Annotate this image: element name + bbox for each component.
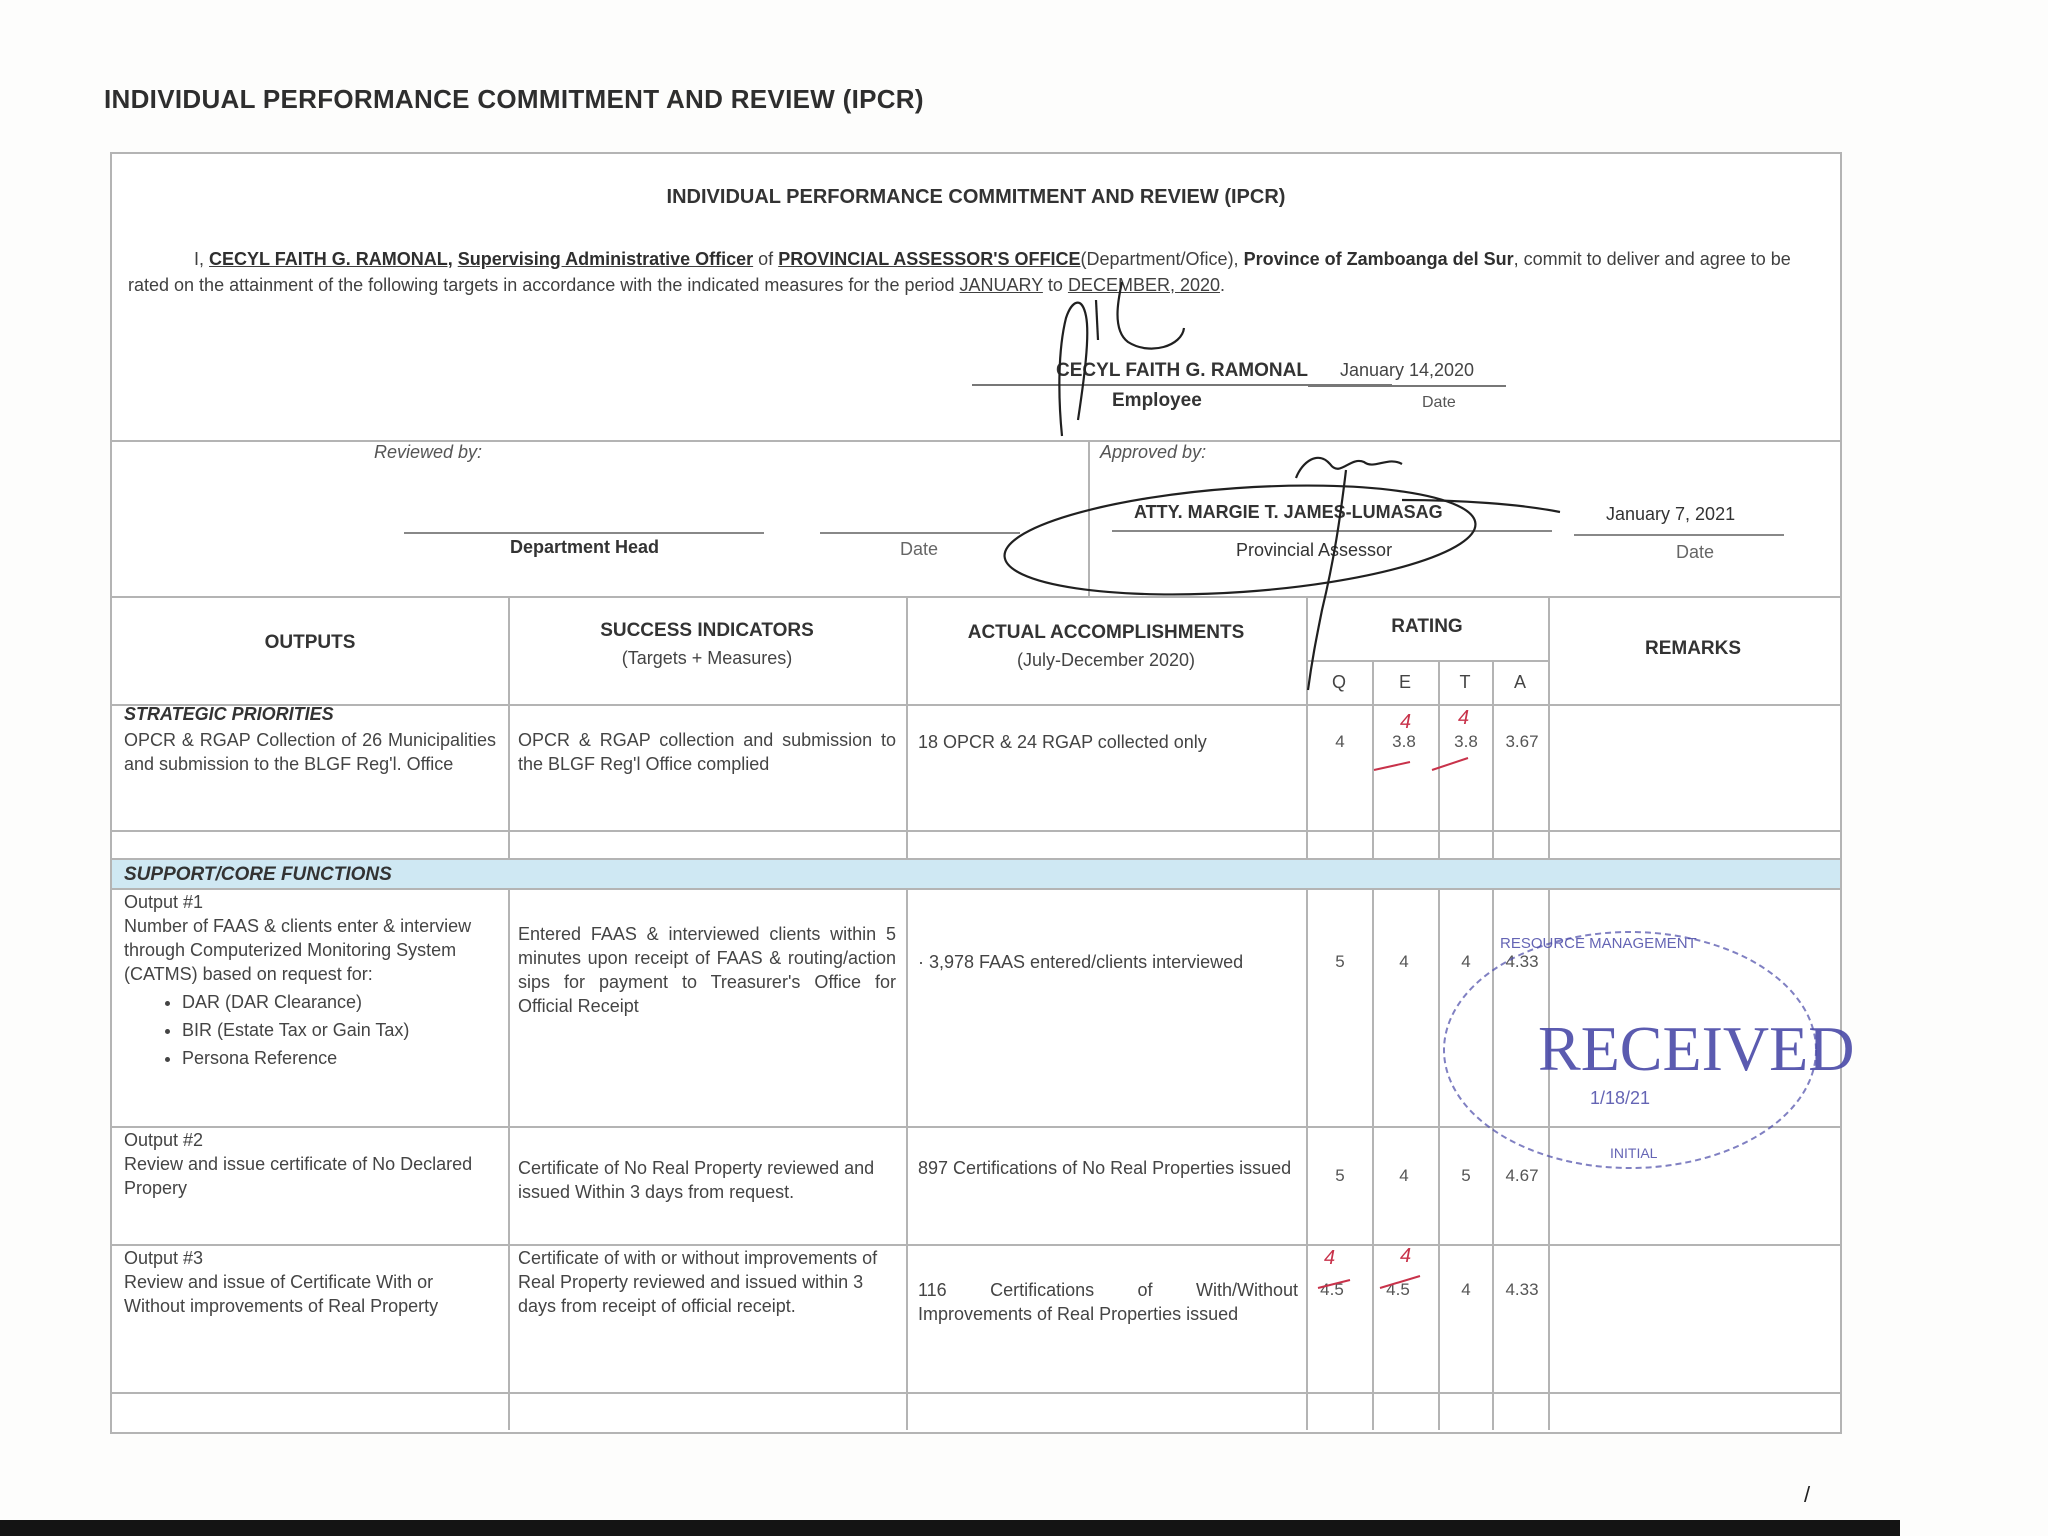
core-functions-label: SUPPORT/CORE FUNCTIONS: [124, 864, 392, 885]
output-2-rating-q: 5: [1335, 1166, 1345, 1185]
form-title: INDIVIDUAL PERFORMANCE COMMITMENT AND REVIEW (IPCR): [666, 186, 1286, 208]
period-end: DECEMBER, 2020: [1067, 275, 1220, 295]
output-1-text: Number of FAAS & clients enter & interview through Computerized Monitoring System (CATMS) based on request for:: [124, 916, 472, 984]
header-success-indicators: SUCCESS INDICATORS: [600, 620, 814, 641]
strategic-t-correction: 4: [1458, 707, 1470, 729]
strategic-rating-e: 3.8: [1392, 732, 1416, 751]
stamp-received-text: RECEIVED: [1538, 1013, 1855, 1084]
strategic-actual: 18 OPCR & 24 RGAP collected only: [918, 732, 1207, 752]
strategic-rating-q: 4: [1335, 732, 1345, 751]
header-e: E: [1398, 672, 1411, 692]
header-q: Q: [1331, 672, 1346, 692]
output-3-actual: 116 Certifications of With/Without Improvements of Real Properties issued: [918, 1280, 1298, 1324]
employee-date-label: Date: [1422, 394, 1456, 411]
output-3-rating-q: 4.5: [1320, 1280, 1344, 1299]
header-outputs: OUTPUTS: [264, 632, 356, 653]
strategic-output: OPCR & RGAP Collection of 26 Municipalities and submission to the BLGF Reg'l. Office: [124, 730, 496, 774]
strategic-rating-t: 3.8: [1454, 732, 1478, 751]
approval-date: January 7, 2021: [1606, 504, 1736, 524]
output-3-rating-t: 4: [1461, 1280, 1471, 1299]
header-remarks: REMARKS: [1644, 638, 1742, 659]
strategic-indicator: OPCR & RGAP collection and submission to the BLGF Reg'l Office complied: [518, 730, 896, 774]
output-2-indicator: Certificate of No Real Property reviewed and issued Within 3 days from request.: [518, 1158, 875, 1202]
header-actual-sub: (July-December 2020): [1016, 650, 1196, 670]
list-item: • BIR (Estate Tax or Gain Tax): [182, 1018, 496, 1042]
list-item: • Persona Reference: [182, 1046, 496, 1070]
output-3-rating-a: 4.33: [1505, 1280, 1539, 1299]
header-t: T: [1459, 672, 1471, 692]
approver-name: ATTY. MARGIE T. JAMES-LUMASAG: [1134, 502, 1443, 522]
output-2-rating-t: 5: [1461, 1166, 1471, 1185]
output-3-indicator: Certificate of with or without improvements of Real Property reviewed and issued within 3 days from receipt of official receipt.: [518, 1248, 878, 1316]
stamp-initial: INITIAL: [1610, 1145, 1658, 1161]
approval-date-label: Date: [1676, 542, 1715, 562]
approver-title: Provincial Assessor: [1236, 540, 1393, 560]
approved-by-label: Approved by:: [1100, 442, 1207, 462]
output-1-rating-q: 5: [1335, 952, 1345, 971]
approver-signature: [1001, 458, 1560, 690]
output-1-rating-a: 4.33: [1505, 952, 1539, 971]
employee-role-label: Employee: [1112, 390, 1202, 411]
output-2-actual: 897 Certifications of No Real Properties issued: [918, 1158, 1292, 1178]
employee-date: January 14,2020: [1308, 360, 1506, 387]
output-2-rating-e: 4: [1399, 1166, 1409, 1185]
employee-name-inline: CECYL FAITH G. RAMONAL,: [209, 249, 453, 269]
output-3-number: Output #3: [124, 1248, 204, 1268]
list-item: • DAR (DAR Clearance): [182, 990, 496, 1014]
employee-signature-name: CECYL FAITH G. RAMONAL: [972, 360, 1392, 386]
scan-edge: [0, 1520, 1900, 1536]
department-head-label: Department Head: [510, 537, 660, 557]
period-start: JANUARY: [959, 275, 1043, 295]
position-inline: Supervising Administrative Officer: [457, 249, 754, 269]
output-2-rating-a: 4.67: [1505, 1166, 1539, 1185]
review-date-label: Date: [900, 539, 939, 559]
header-rating: RATING: [1391, 616, 1463, 637]
strategic-rating-a: 3.67: [1505, 732, 1539, 751]
output-3-e-correction: 4: [1400, 1245, 1412, 1267]
page-title: INDIVIDUAL PERFORMANCE COMMITMENT AND REVIEW (IPCR): [104, 84, 924, 114]
output-1-number: Output #1: [124, 892, 204, 912]
output-1-rating-e: 4: [1399, 952, 1409, 971]
correction-strikes: [1318, 758, 1468, 1288]
output-2-text: Review and issue certificate of No Declared Propery: [124, 1154, 473, 1198]
strategic-priorities-label: STRATEGIC PRIORITIES: [124, 704, 334, 724]
header-actual: ACTUAL ACCOMPLISHMENTS: [967, 622, 1245, 643]
margin-mark: /: [1804, 1482, 1811, 1507]
stamp-date: 1/18/21: [1590, 1088, 1651, 1108]
reviewed-by-label: Reviewed by:: [374, 442, 483, 462]
province-inline: Province of Zamboanga del Sur: [1243, 249, 1514, 269]
office-inline: PROVINCIAL ASSESSOR'S OFFICE: [778, 249, 1081, 269]
output-3-q-correction: 4: [1324, 1247, 1336, 1269]
output-1-rating-t: 4: [1461, 952, 1471, 971]
output-3-text: Review and issue of Certificate With or Without improvements of Real Property: [124, 1272, 439, 1316]
strategic-e-correction: 4: [1400, 711, 1412, 733]
output-2-number: Output #2: [124, 1130, 204, 1150]
employee-signature: [1059, 282, 1184, 436]
header-a: A: [1513, 672, 1526, 692]
output-1-actual: · 3,978 FAAS entered/clients interviewed: [918, 952, 1244, 972]
stamp-arc-text: RESOURCE MANAGEMENT: [1500, 935, 1697, 952]
output-3-rating-e: 4.5: [1386, 1280, 1410, 1299]
header-success-sub: (Targets + Measures): [621, 648, 793, 668]
commitment-statement: I, CECYL FAITH G. RAMONAL, Supervising Administrative Officer of PROVINCIAL ASSESSOR'S OFFICE(Department/Ofice), Province of Zamboanga del Sur, commit to deliver and agree to be rated on the attainment of the following targets in accordance with the indicated measures for the period JANUARY to DECEMBER, 2020.: [128, 249, 1791, 295]
output-1-indicator: Entered FAAS & interviewed clients within 5 minutes upon receipt of FAAS & routing/action sips for payment to Treasurer's Office for Official Receipt: [518, 924, 896, 1016]
